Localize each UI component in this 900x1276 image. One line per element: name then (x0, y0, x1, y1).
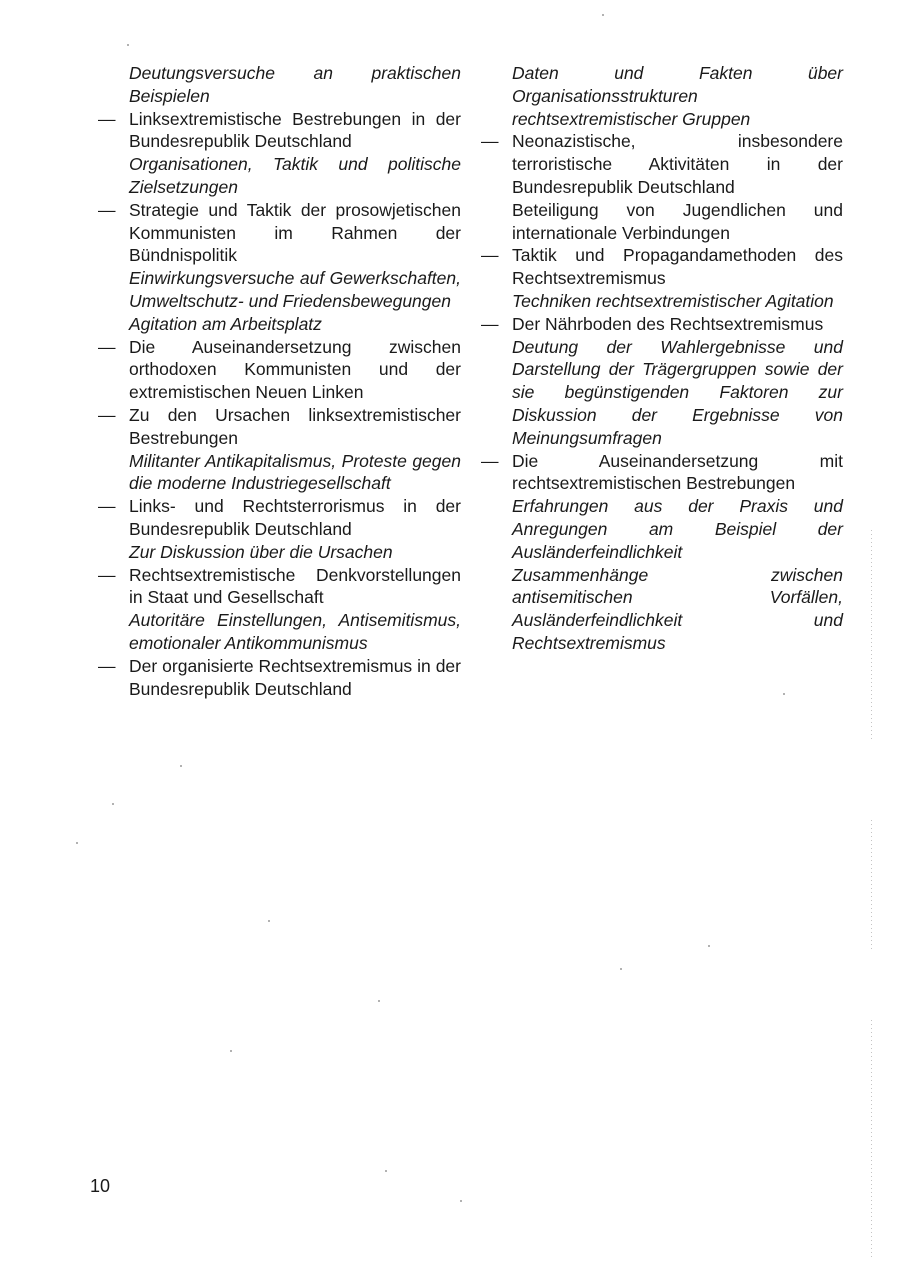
page-number: 10 (90, 1176, 111, 1196)
item-subtitle: Techniken rechtsextremistischer Agitation (512, 290, 834, 311)
item-subtitle: Erfahrungen aus der Praxis und Anregungen am Beispiel der Ausländerfeindlichkeit (512, 496, 843, 562)
scan-speck (378, 1000, 380, 1002)
item-subtitle: Autoritäre Einstellungen, Antisemitismus, emotionaler Antikommunismus (129, 610, 461, 653)
list-item (98, 108, 461, 199)
list-item (98, 404, 461, 495)
list-item (98, 655, 461, 701)
item-title: — Die Auseinandersetzung mit rechtsextremistischen Bestrebungen (512, 450, 843, 494)
scan-speck (230, 1050, 232, 1052)
item-subtitle: Einwirkungsversuche auf Gewerkschaften, Umweltschutz- und Friedensbewegungen (129, 268, 461, 311)
scan-speck (620, 968, 622, 970)
right-column (481, 62, 843, 655)
scan-speck (127, 44, 129, 46)
item-title: — Der Nährboden des Rechtsextremismus (512, 313, 824, 334)
item-subtitle: Zusammenhänge zwischen antisemitischen Vorfällen, Ausländerfeindlichkeit und Rechtsextremismus (512, 564, 843, 653)
item-title: — Links- und Rechtsterrorismus in der Bundesrepublik Deutschland (129, 496, 461, 539)
item-title: — Der organisierte Rechtsextremismus in der Bundesrepublik Deutschland (129, 655, 461, 699)
scan-speck (76, 842, 78, 844)
scan-edge-dots (871, 1020, 872, 1260)
list-item (481, 313, 843, 450)
item-subtitle: Deutung der Wahlergebnisse und Darstellung der Trägergruppen sowie der sie begünstigenden Faktoren zur Diskussion der Ergebnisse von Meinungsumfragen (512, 336, 843, 448)
item-title: — Zu den Ursachen linksextremistischer Bestrebungen (129, 404, 461, 448)
list-item (98, 564, 461, 655)
item-subtitle: Zur Diskussion über die Ursachen (129, 541, 393, 562)
list-item (98, 495, 461, 563)
scan-speck (180, 765, 182, 767)
item-title: Beteiligung von Jugendlichen und internationale Verbindungen (512, 199, 843, 243)
item-subtitle: Agitation am Arbeitsplatz (129, 313, 322, 334)
list-item (481, 130, 843, 244)
list-item (481, 450, 843, 655)
list-item (98, 199, 461, 336)
item-subtitle: Organisationen, Taktik und politische Zielsetzungen (129, 154, 461, 197)
list-item (481, 244, 843, 312)
scan-speck (602, 14, 604, 16)
scan-speck (385, 1170, 387, 1172)
item-title: — Strategie und Taktik der prosowjetischen Kommunisten im Rahmen der Bündnispolitik (129, 199, 461, 266)
item-title: — Neonazistische, insbesondere terroristische Aktivitäten in der Bundesrepublik Deutschland (512, 131, 843, 197)
scan-speck (112, 803, 114, 805)
scan-speck (783, 693, 785, 695)
item-subtitle: Militanter Antikapitalismus, Proteste gegen die moderne Industriegesellschaft (129, 450, 461, 494)
item-subtitle: Daten und Fakten über Organisationsstrukturen rechtsextremistischer Gruppen (512, 63, 843, 129)
list-item-continuation (98, 62, 461, 108)
item-subtitle: Deutungsversuche an praktischen Beispielen (129, 63, 461, 106)
left-column (98, 62, 461, 700)
scan-speck (268, 920, 270, 922)
scan-speck (460, 1200, 462, 1202)
scan-speck (708, 945, 710, 947)
item-title: — Linksextremistische Bestrebungen in der Bundesrepublik Deutschland (129, 108, 461, 152)
list-item (98, 336, 461, 404)
item-title: — Die Auseinandersetzung zwischen orthodoxen Kommunisten und der extremistischen Neuen Linken (129, 336, 461, 403)
item-title: — Rechtsextremistische Denkvorstellungen in Staat und Gesellschaft (129, 564, 461, 608)
item-title: — Taktik und Propagandamethoden des Rechtsextremismus (512, 245, 843, 289)
scan-edge-dots (871, 530, 872, 740)
list-item-continuation (481, 62, 843, 130)
scan-edge-dots (871, 820, 872, 950)
